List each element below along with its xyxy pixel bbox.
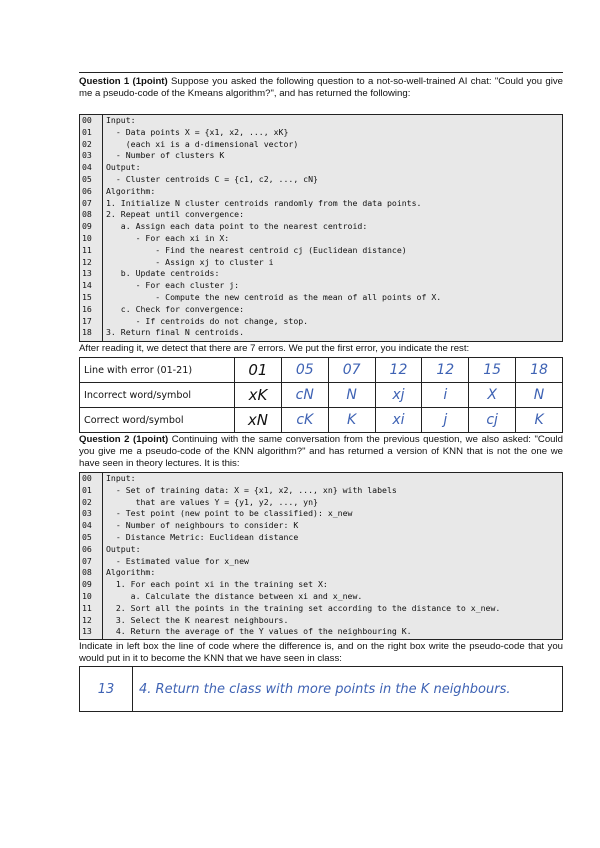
code-line-number: 09 — [82, 221, 92, 232]
cell-correct-3[interactable]: K — [328, 408, 375, 433]
cell-line-7[interactable]: 18 — [516, 358, 563, 383]
question-1-body: Suppose you asked the following question to a not-so-well-trained AI chat: "Could you give me a pseudo-code of the Kmeans algorithm?", and has returned the following: — [79, 76, 563, 99]
cell-line-1: 01 — [235, 358, 282, 383]
code-line-number: 18 — [82, 327, 92, 338]
code-line-number: 07 — [82, 197, 92, 208]
code-line-number: 10 — [82, 232, 92, 243]
cell-incorrect-6[interactable]: X — [469, 383, 516, 408]
code-line-text: 1. For each point xi in the training set X: — [106, 579, 328, 590]
cell-incorrect-4[interactable]: xj — [375, 383, 422, 408]
code-line-text: 4. Return the average of the Y values of the neighbouring K. — [106, 626, 412, 637]
cell-line-3[interactable]: 07 — [328, 358, 375, 383]
code-line-number: 05 — [82, 173, 92, 184]
code-line-text: - Find the nearest centroid cj (Euclidean distance) — [106, 244, 407, 255]
question-1-after: After reading it, we detect that there are 7 errors. We put the first error, you indicate the rest: — [79, 343, 470, 354]
top-rule — [79, 72, 563, 73]
question-2-text — [79, 434, 563, 470]
table-row-incorrect — [80, 383, 563, 408]
question-2-title: Question 2 (1point) — [79, 434, 169, 445]
code-line — [80, 257, 562, 269]
table-row-lines — [80, 358, 563, 383]
cell-incorrect-3[interactable]: N — [328, 383, 375, 408]
code-line-text: 1. Initialize N cluster centroids randomly from the data points. — [106, 197, 422, 208]
code-line — [80, 615, 562, 627]
cell-line-5[interactable]: 12 — [422, 358, 469, 383]
code-line-number: 12 — [82, 256, 92, 267]
code-line-text: - Cluster centroids C = {c1, c2, ..., cN} — [106, 173, 318, 184]
code-line-text: Algorithm: — [106, 567, 156, 578]
code-line — [80, 304, 562, 316]
code-line-number: 10 — [82, 590, 92, 601]
knn-code-block — [79, 472, 563, 640]
code-line-number: 13 — [82, 626, 92, 637]
code-line-number: 01 — [82, 484, 92, 495]
question-2-after: Indicate in left box the line of code where the difference is, and on the right box write the pseudo-code that you would put in it to become the KNN that we have seen in class: — [79, 641, 563, 664]
code-line-text: Output: — [106, 543, 141, 554]
cell-line-4[interactable]: 12 — [375, 358, 422, 383]
code-line-text: - Distance Metric: Euclidean distance — [106, 531, 299, 542]
code-line — [80, 316, 562, 328]
code-line-number: 08 — [82, 209, 92, 220]
cell-correct-7[interactable]: K — [516, 408, 563, 433]
code-line-text: b. Update centroids: — [106, 268, 220, 279]
code-line — [80, 162, 562, 174]
code-line — [80, 139, 562, 151]
cell-correct-6[interactable]: cj — [469, 408, 516, 433]
code-line-text: - Assign xj to cluster i — [106, 256, 274, 267]
code-line-number: 02 — [82, 496, 92, 507]
code-line-text: a. Calculate the distance between xi and x_new. — [106, 590, 363, 601]
code-line-text: 3. Return final N centroids. — [106, 327, 245, 338]
code-line-number: 04 — [82, 520, 92, 531]
code-line-text: - For each xi in X: — [106, 232, 230, 243]
code-line-number: 06 — [82, 185, 92, 196]
code-line-text: 3. Select the K nearest neighbours. — [106, 614, 289, 625]
answer-table — [79, 666, 563, 712]
code-line — [80, 579, 562, 591]
code-line-text: - Set of training data: X = {x1, x2, ..., xn} with labels — [106, 484, 397, 495]
code-line-text: Output: — [106, 162, 141, 173]
kmeans-code-block — [79, 114, 563, 342]
code-line — [80, 174, 562, 186]
code-line — [80, 221, 562, 233]
table-row-correct — [80, 408, 563, 433]
row-label-correct: Correct word/symbol — [80, 408, 235, 433]
cell-incorrect-2[interactable]: cN — [281, 383, 328, 408]
cell-line-6[interactable]: 15 — [469, 358, 516, 383]
code-line-number: 09 — [82, 579, 92, 590]
code-line — [80, 591, 562, 603]
answer-line-box[interactable]: 13 — [80, 667, 133, 712]
code-line-number: 03 — [82, 508, 92, 519]
code-line — [80, 508, 562, 520]
code-line — [80, 485, 562, 497]
code-line-text: - For each cluster j: — [106, 280, 240, 291]
code-line-number: 15 — [82, 291, 92, 302]
code-line — [80, 115, 562, 127]
code-line-number: 13 — [82, 268, 92, 279]
code-line-text: 2. Repeat until convergence: — [106, 209, 245, 220]
code-line-number: 17 — [82, 315, 92, 326]
code-line — [80, 127, 562, 139]
code-line-number: 03 — [82, 150, 92, 161]
code-line-text: - Number of neighbours to consider: K — [106, 520, 299, 531]
code-line — [80, 603, 562, 615]
cell-incorrect-1: xK — [235, 383, 282, 408]
code-line-number: 08 — [82, 567, 92, 578]
code-line-number: 11 — [82, 602, 92, 613]
code-line — [80, 245, 562, 257]
code-line — [80, 186, 562, 198]
code-line — [80, 150, 562, 162]
code-line-text: - Data points X = {x1, x2, ..., xK} — [106, 126, 289, 137]
code-line-text: 2. Sort all the points in the training set according to the distance to x_new. — [106, 602, 501, 613]
code-line-text: that are values Y = {y1, y2, ..., yn} — [106, 496, 318, 507]
code-line — [80, 327, 562, 339]
row-label-incorrect: Incorrect word/symbol — [80, 383, 235, 408]
code-line-text: - Compute the new centroid as the mean of all points of X. — [106, 291, 442, 302]
code-line — [80, 520, 562, 532]
question-1-title: Question 1 (1point) — [79, 76, 168, 87]
code-line-number: 14 — [82, 280, 92, 291]
knn-code-lines — [80, 473, 562, 638]
code-line-text: c. Check for convergence: — [106, 303, 245, 314]
code-line-number: 11 — [82, 244, 92, 255]
code-line — [80, 556, 562, 568]
question-1-text — [79, 76, 563, 100]
code-line-text: (each xi is a d-dimensional vector) — [106, 138, 299, 149]
question-2-body: Continuing with the same conversation from the previous question, we also asked: "Could you give me a pseudo-code of the KNN algorithm?" and has returned a version of KNN that is not the one we have seen in theory lectures. It is this: — [79, 434, 563, 469]
cell-incorrect-5[interactable]: i — [422, 383, 469, 408]
code-line-number: 00 — [82, 473, 92, 483]
code-line-number: 12 — [82, 614, 92, 625]
cell-correct-2[interactable]: cK — [281, 408, 328, 433]
answer-row — [80, 667, 563, 712]
code-line-number: 16 — [82, 303, 92, 314]
code-line — [80, 233, 562, 245]
code-line — [80, 532, 562, 544]
code-line-number: 02 — [82, 138, 92, 149]
code-line — [80, 567, 562, 579]
code-line — [80, 544, 562, 556]
code-line-number: 06 — [82, 543, 92, 554]
code-line-text: Input: — [106, 115, 136, 125]
row-label-line: Line with error (01-21) — [80, 358, 235, 383]
code-line-number: 07 — [82, 555, 92, 566]
answer-code-box[interactable]: 4. Return the class with more points in the K neighbours. — [133, 667, 563, 712]
code-line — [80, 473, 562, 485]
code-line — [80, 626, 562, 638]
cell-correct-5[interactable]: j — [422, 408, 469, 433]
cell-correct-1: xN — [235, 408, 282, 433]
cell-line-2[interactable]: 05 — [281, 358, 328, 383]
code-line — [80, 497, 562, 509]
errors-table — [79, 357, 563, 433]
code-line-text: - Estimated value for x_new — [106, 555, 249, 566]
code-line-number: 00 — [82, 115, 92, 125]
code-line — [80, 280, 562, 292]
code-line-text: Input: — [106, 473, 136, 483]
code-line — [80, 292, 562, 304]
code-line-number: 01 — [82, 126, 92, 137]
kmeans-code-lines — [80, 115, 562, 339]
cell-correct-4[interactable]: xi — [375, 408, 422, 433]
code-line-text: a. Assign each data point to the nearest centroid: — [106, 221, 368, 232]
code-line — [80, 268, 562, 280]
code-line-number: 05 — [82, 531, 92, 542]
code-line — [80, 198, 562, 210]
code-line-number: 04 — [82, 162, 92, 173]
code-line-text: - Test point (new point to be classified): x_new — [106, 508, 353, 519]
cell-incorrect-7[interactable]: N — [516, 383, 563, 408]
code-line-text: - If centroids do not change, stop. — [106, 315, 309, 326]
code-line — [80, 209, 562, 221]
code-line-text: - Number of clusters K — [106, 150, 225, 161]
code-line-text: Algorithm: — [106, 185, 156, 196]
